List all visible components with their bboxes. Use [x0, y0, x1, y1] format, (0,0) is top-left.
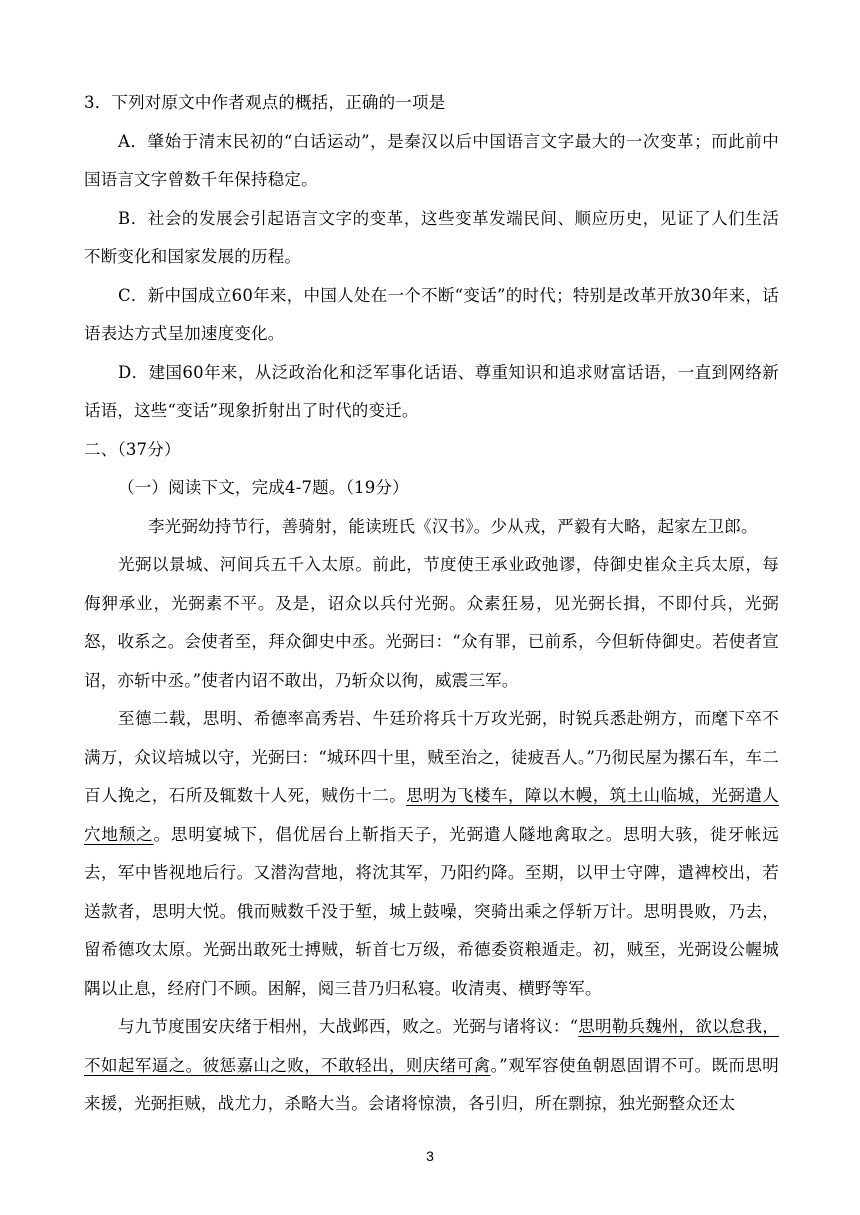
section-2-subheading: （一）阅读下文，完成4-7题。（19分） [118, 478, 409, 497]
question-3-option-b: B．社会的发展会引起语言文字的变革，这些变革发端民间、顺应历史，见证了人们生活不断变化和国家发展的历程。 [84, 208, 779, 266]
passage-paragraph-3-text-before: 至德二载，思明、希德率高秀岩、牛廷玠将兵十万攻光弼，时锐兵悉赴朔方，而麾下卒不满万，众议培城以守，光弼曰：“城环四十里，贼至治之，徒疲吾人。”乃彻民屋为摞石车，车二百人挽之，石所及辄数十人死，贼伤十二。 [84, 709, 779, 805]
passage-paragraph-4-text-after: 。”观军容使鱼朝恩固谓不可。既而思明来援，光弼拒贼，战尤力，杀略大当。会诸将惊溃，各引归，所在剽掠，独光弼整众还太 [84, 1055, 779, 1113]
passage-paragraph-2: 光弼以景城、河间兵五千入太原。前此，节度使王承业政弛谬，侍御史崔众主兵太原，每侮狎承业，光弼素不平。及是，诏众以兵付光弼。众素狂易，见光弼长揖，不即付兵，光弼怒，收系之。会使者至，拜众御史中丞。光弼曰：“众有罪，已前系，今但斩侍御史。若使者宣诏，亦斩中丞。”使者内诏不敢出，乃斩众以徇，威震三军。 [84, 555, 779, 690]
passage-paragraph-4-text-before: 与九节度围安庆绪于相州，大战邺西，败之。光弼与诸将议：“ [118, 1017, 579, 1036]
passage-paragraph-3 [84, 700, 779, 1008]
question-3-option-a: A．肇始于清末民初的“白话运动”，是秦汉以后中国语言文字最大的一次变革；而此前中国语言文字曾数千年保持稳定。 [84, 131, 779, 189]
question-3-option-d: D．建国60年来，从泛政治化和泛军事化话语、尊重知识和追求财富话语，一直到网络新话语，这些“变话”现象折射出了时代的变迁。 [84, 362, 779, 420]
passage-paragraph-3-text-after: 。思明宴城下，倡优居台上靳指天子，光弼遣人隧地禽取之。思明大骇，徙牙帐远去，军中皆视地后行。又潜沟营地，将沈其军，乃阳约降。至期，以甲士守陴，遣裨校出，若送款者，思明大悦。俄而贼数千没于堑，城上鼓噪，突骑出乘之俘斩万计。思明畏败，乃去，留希德攻太原。光弼出敢死士搏贼，斩首七万级，希德委资粮遁走。初，贼至，光弼设公幄城隅以止息，经府门不顾。困解，阅三昔乃归私寝。收清夷、横野等军。 [84, 824, 779, 998]
document-page [84, 84, 779, 1124]
passage-paragraph-1: 李光弼幼持节行，善骑射，能读班氏《汉书》。少从戎，严毅有大略，起家左卫郎。 [148, 516, 758, 536]
passage-paragraph-4 [84, 1008, 779, 1124]
underlined-sentence-2: 思明勒兵魏州，欲以怠我，不如起军逼之。彼惩嘉山之败，不敢轻出，则庆绪可禽 [84, 1017, 779, 1075]
page-number: 3 [426, 1148, 434, 1164]
section-2-heading: 二、（37分） [84, 439, 181, 459]
underlined-sentence-1: 思明为飞楼车，障以木幔，筑土山临城，光弼遣人穴地颓之 [84, 786, 779, 844]
question-3-option-c: C．新中国成立60年来，中国人处在一个不断“变话”的时代；特别是改革开放30年来，话语表达方式呈加速度变化。 [84, 285, 779, 343]
question-3-stem: 3．下列对原文中作者观点的概括，正确的一项是 [84, 93, 446, 112]
